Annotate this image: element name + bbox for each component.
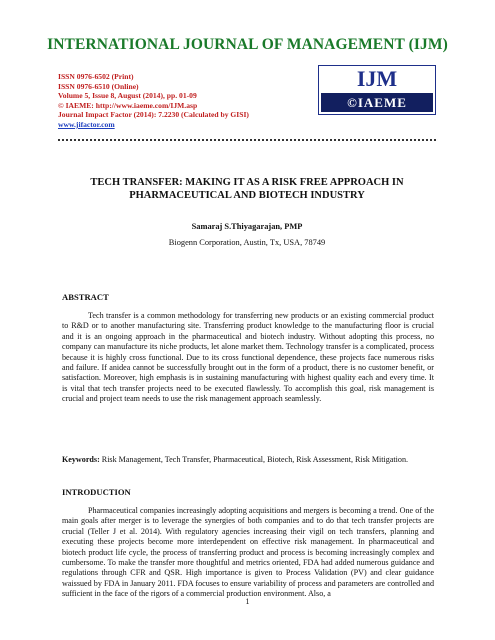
paper-title: [58, 176, 436, 202]
ijm-logo: [318, 65, 436, 115]
keywords-label: Keywords:: [62, 455, 100, 464]
journal-website-link[interactable]: © IAEME: http://www.iaeme.com/IJM.asp: [58, 100, 198, 110]
abstract-text: Tech transfer is a common methodology for transferring new products or an existing commercial product to R&D or to another manufacturing site. Transferring product knowledge to the manufacturing floor is crucial and it is an ongoing approach in the pharmaceutical and biotech industry. Without adopting this process, no company can manufacture its niche products, let alone market them. Technology transfer is a complicated, process because it is highly cross functional. Due to its cross functional dependence, these projects face numerous risks and failure. If anidea cannot be successfully brought out in the form of a product, there is no customer benefit, or satisfaction. Moreover, high emphasis is in sustaining manufacturing with highest quality each and every time. It is vital that tech transfer projects need to be executed flawlessly. To accomplish this goal, risk management is crucial and project team needs to use the risk management approach seamlessly.: [62, 311, 434, 404]
logo-publisher: ©IAEME: [321, 93, 433, 112]
journal-title: INTERNATIONAL JOURNAL OF MANAGEMENT (IJM): [47, 36, 448, 53]
keywords-text: Risk Management, Tech Transfer, Pharmaceutical, Biotech, Risk Assessment, Risk Mitigation.: [99, 455, 409, 464]
dotted-divider: [58, 139, 436, 141]
abstract-heading: ABSTRACT: [62, 292, 109, 302]
journal-meta: [58, 72, 249, 130]
introduction-heading: INTRODUCTION: [62, 487, 131, 497]
keywords: [62, 455, 434, 465]
issn-print: ISSN 0976-6502 (Print): [58, 72, 134, 81]
author-name: Samaraj S.Thiyagarajan, PMP: [191, 222, 303, 231]
introduction-text: Pharmaceutical companies increasingly adopting acquisitions and mergers is becoming a trend. One of the main goals after merger is to leverage the synergies of both companies and to do that tech transfer projects are crucial (Teller J et al. 2014). With regulatory agencies increasing their vigil on tech transfers, planning and executing these projects become more interdependent on effective risk management. In pharmaceutical and biotech product life cycle, the process of transferring product and process is becoming increasingly complex and cumbersome. To make the transfer more thoughtful and metrics oriented, FDA had added numerous guidance and regulations through CFR and QSR. High importance is given to Process Validation (PV) and clear guidance waissued by FDA in January 2011. FDA focuses to ensure variability of process and parameters are controlled and sufficient in the face of the rigors of a commercial production environment. Also, a: [62, 506, 434, 599]
jifactor-link[interactable]: www.jifactor.com: [58, 119, 115, 129]
author-affiliation: Biogenn Corporation, Austin, Tx, USA, 78749: [168, 238, 326, 247]
volume-issue: Volume 5, Issue 8, August (2014), pp. 01-09: [58, 91, 197, 101]
paper-title-line-1: TECH TRANSFER: MAKING IT AS A RISK FREE APPROACH IN: [90, 177, 404, 188]
paper-title-line-2: PHARMACEUTICAL AND BIOTECH INDUSTRY: [129, 190, 365, 201]
issn-online: ISSN 0976-6510 (Online): [58, 81, 139, 91]
page-number: 1: [245, 597, 250, 606]
logo-title: IJM: [356, 66, 398, 91]
impact-factor: Journal Impact Factor (2014): 7.2230 (Calculated by GISI): [58, 110, 249, 120]
